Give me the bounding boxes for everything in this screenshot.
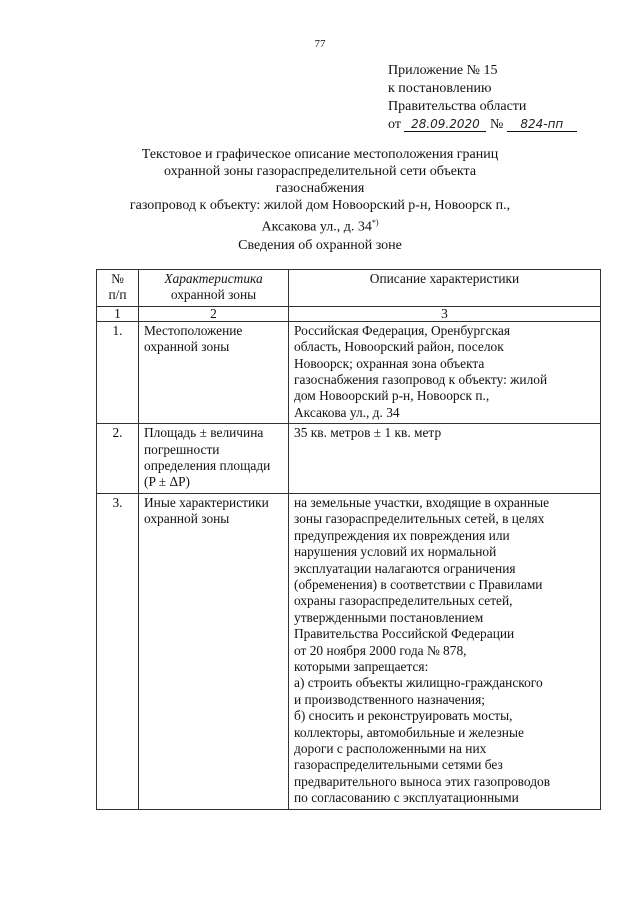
row-description: 35 кв. метров ± 1 кв. метр xyxy=(289,424,601,494)
appendix-signature-line xyxy=(388,116,577,134)
row-number: 3. xyxy=(97,493,139,809)
index-cell: 3 xyxy=(289,306,601,321)
index-cell: 2 xyxy=(139,306,289,321)
appendix-line: Приложение № 15 xyxy=(388,63,498,78)
page-number: 77 xyxy=(314,38,326,50)
row-number: 1. xyxy=(97,321,139,423)
row-characteristic: Площадь ± величина погрешности определения площади (P ± ΔP) xyxy=(139,424,289,494)
appendix-line: Правительства области xyxy=(388,99,527,114)
title-line: охранной зоны газораспределительной сети объекта газоснабжения xyxy=(163,164,477,196)
handwritten-date: 28.09.2020 xyxy=(404,117,486,132)
appendix-line: к постановлению xyxy=(388,81,492,96)
table-row xyxy=(97,493,601,809)
protection-zone-table xyxy=(96,269,601,810)
title-line xyxy=(120,214,520,236)
number-label: № xyxy=(489,117,504,132)
from-label: от xyxy=(388,117,401,132)
footnote-mark: *) xyxy=(371,218,379,227)
table-index-row xyxy=(97,306,601,321)
table-header-row xyxy=(97,270,601,307)
row-characteristic: Местоположение охранной зоны xyxy=(139,321,289,423)
document-title xyxy=(120,146,520,236)
table-row xyxy=(97,321,601,423)
row-characteristic: Иные характеристики охранной зоны xyxy=(139,493,289,809)
header-description: Описание характеристики xyxy=(289,270,601,307)
handwritten-number: 824-пп xyxy=(507,117,577,132)
row-description: Российская Федерация, Оренбургская область, Новоорский район, поселок Новоорск; охранная зона объекта газоснабжения газопровод к объекту: жилой дом Новоорский р-н, Новоорск п., Аксакова ул., д. 34 xyxy=(289,321,601,423)
section-subtitle: Сведения об охранной зоне xyxy=(238,238,402,253)
row-description: на земельные участки, входящие в охранные зоны газораспределительных сетей, в целях предупреждения их повреждения или нарушения условий их нормальной эксплуатации налагаются ограничения (обременения) в соответствии с Правилами охраны газораспределительных сетей, утвержденными постановлением Правительства Российской Федерации от 20 ноября 2000 года № 878, которыми запрещается: а) строить объекты жилищно-гражданского и производственного назначения; б) сносить и реконструировать мосты, коллекторы, автомобильные и железные дороги с расположенными на них газораспределительными сетями без предварительного выноса этих газопроводов по согласованию с эксплуатационными xyxy=(289,493,601,809)
row-number: 2. xyxy=(97,424,139,494)
title-line: газопровод к объекту: жилой дом Новоорский р-н, Новоорск п., xyxy=(129,198,511,213)
header-characteristic: Характеристика охранной зоны xyxy=(139,270,289,307)
title-line-text: Аксакова ул., д. 34 xyxy=(261,219,372,235)
index-cell: 1 xyxy=(97,306,139,321)
appendix-block xyxy=(388,62,577,134)
title-line: Текстовое и графическое описание местоположения границ xyxy=(141,147,499,162)
header-number: № п/п xyxy=(97,270,139,307)
table-row xyxy=(97,424,601,494)
